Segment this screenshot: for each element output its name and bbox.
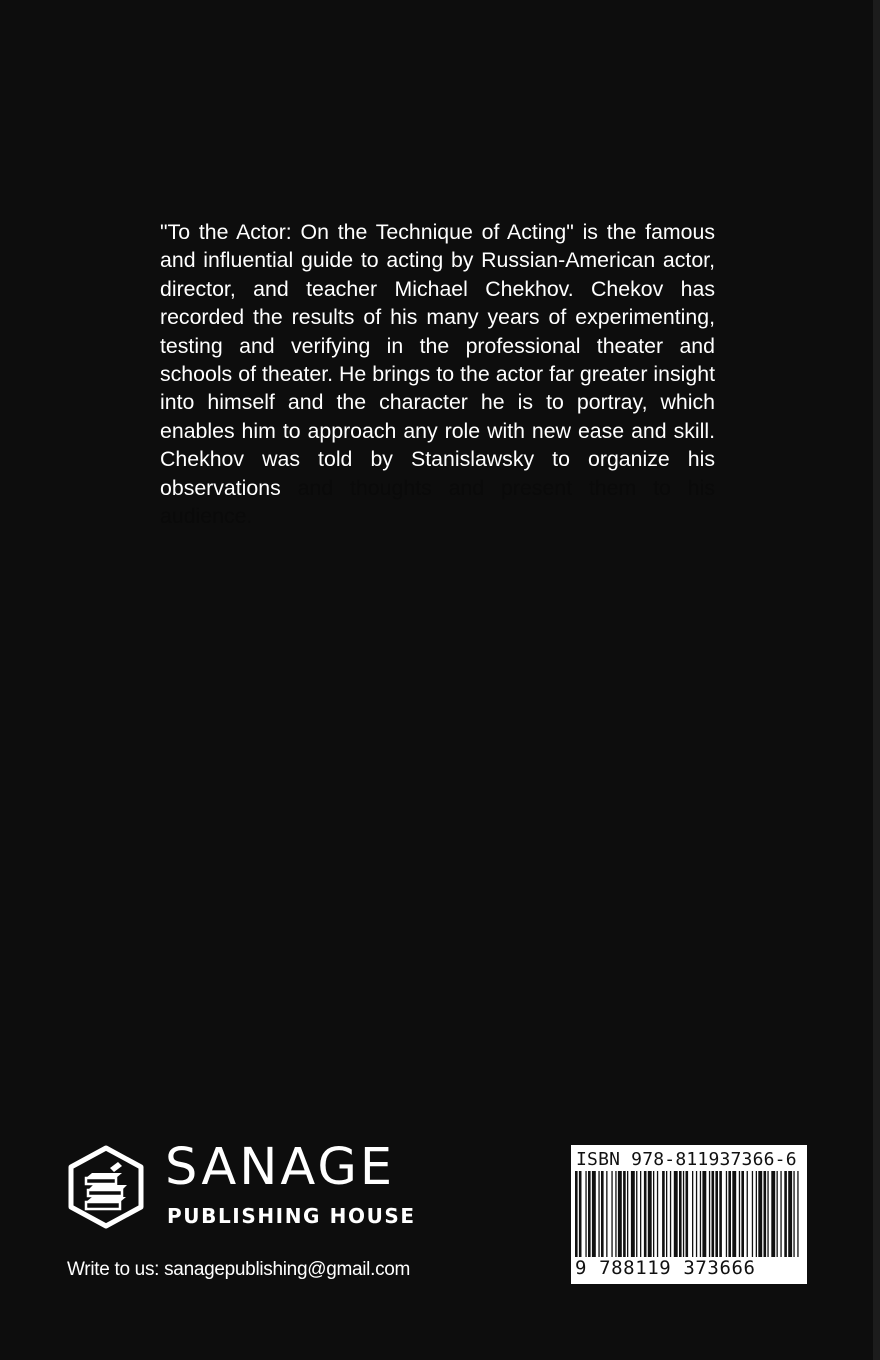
barcode-bar [741,1171,744,1257]
barcode-bar [764,1171,767,1257]
barcode-bar [653,1171,654,1257]
spine-edge [873,0,880,1360]
barcode-bar [752,1171,753,1257]
barcode-bar [585,1171,586,1257]
barcode-bar [679,1171,682,1257]
barcode-bar [579,1171,582,1257]
barcode-bar [636,1171,637,1257]
barcode-bar [623,1171,626,1257]
barcode-bar [719,1171,722,1257]
barcode-bar [615,1171,616,1257]
barcode-bar [771,1171,775,1257]
barcode-bar [793,1171,794,1257]
barcode-bar [662,1171,665,1257]
barcode-bar [601,1171,604,1257]
barcode-bar [627,1171,628,1257]
barcode-bar [640,1171,641,1257]
barcode-bar [575,1171,578,1257]
barcode-bar [797,1171,798,1257]
barcode-bar [670,1171,671,1257]
barcode-bar [728,1171,731,1257]
back-cover-blurb [160,218,715,530]
barcode-bar [696,1171,697,1257]
barcode-bar [618,1171,622,1257]
barcode-bar [784,1171,787,1257]
barcode-bar [732,1171,736,1257]
barcode-bar [709,1171,710,1257]
barcode-bar [648,1171,652,1257]
publisher-subtitle: PUBLISHING HOUSE [167,1204,416,1228]
publisher-name: SANAGE [165,1138,396,1197]
blurb-faded-text: and thoughts and present them to his audience. [160,475,715,529]
barcode-bar [611,1171,612,1257]
barcode-bar [592,1171,596,1257]
barcode-bar [666,1171,667,1257]
barcode-bar [631,1171,635,1257]
barcode-bar [606,1171,607,1257]
barcode-bar [702,1171,706,1257]
barcode-bar [756,1171,757,1257]
isbn-digits: 9 788119 373666 [575,1257,756,1279]
barcode-bar [588,1171,591,1257]
barcode-bar [686,1171,689,1257]
barcode-bar [788,1171,792,1257]
barcode-bar [692,1171,693,1257]
barcode-bar [777,1171,778,1257]
barcode-bars [575,1171,803,1259]
isbn-barcode [571,1145,807,1284]
barcode-bar [747,1171,748,1257]
blurb-text: "To the Actor: On the Technique of Acting" is the famous and influential guide to acting by Russian-American actor, director, and teacher Michael Chekhov. Chekov has recorded the results of his many years of experimenting, testing and verifying in the professional theater and schools of theater. He brings to the actor far greater insight into himself and the character he is to portray, which enables him to approach any role with new ease and skill. Chekhov was told by Stanislawsky to organize his observations [160,220,715,500]
contact-email-line: Write to us: sanagepublishing@gmail.com [67,1259,411,1280]
barcode-bar [758,1171,762,1257]
barcode-bar [780,1171,781,1257]
barcode-bar [726,1171,727,1257]
isbn-label: ISBN 978-811937366-6 [576,1149,797,1170]
barcode-bar [683,1171,684,1257]
barcode-bar [644,1171,647,1257]
barcode-bar [715,1171,718,1257]
barcode-bar [674,1171,678,1257]
barcode-bar [739,1171,740,1257]
barcode-bar [712,1171,715,1257]
books-stack-hexagon-icon [66,1144,146,1230]
barcode-bar [700,1171,701,1257]
barcode-bar [657,1171,658,1257]
barcode-bar [598,1171,599,1257]
barcode-bar [767,1171,768,1257]
